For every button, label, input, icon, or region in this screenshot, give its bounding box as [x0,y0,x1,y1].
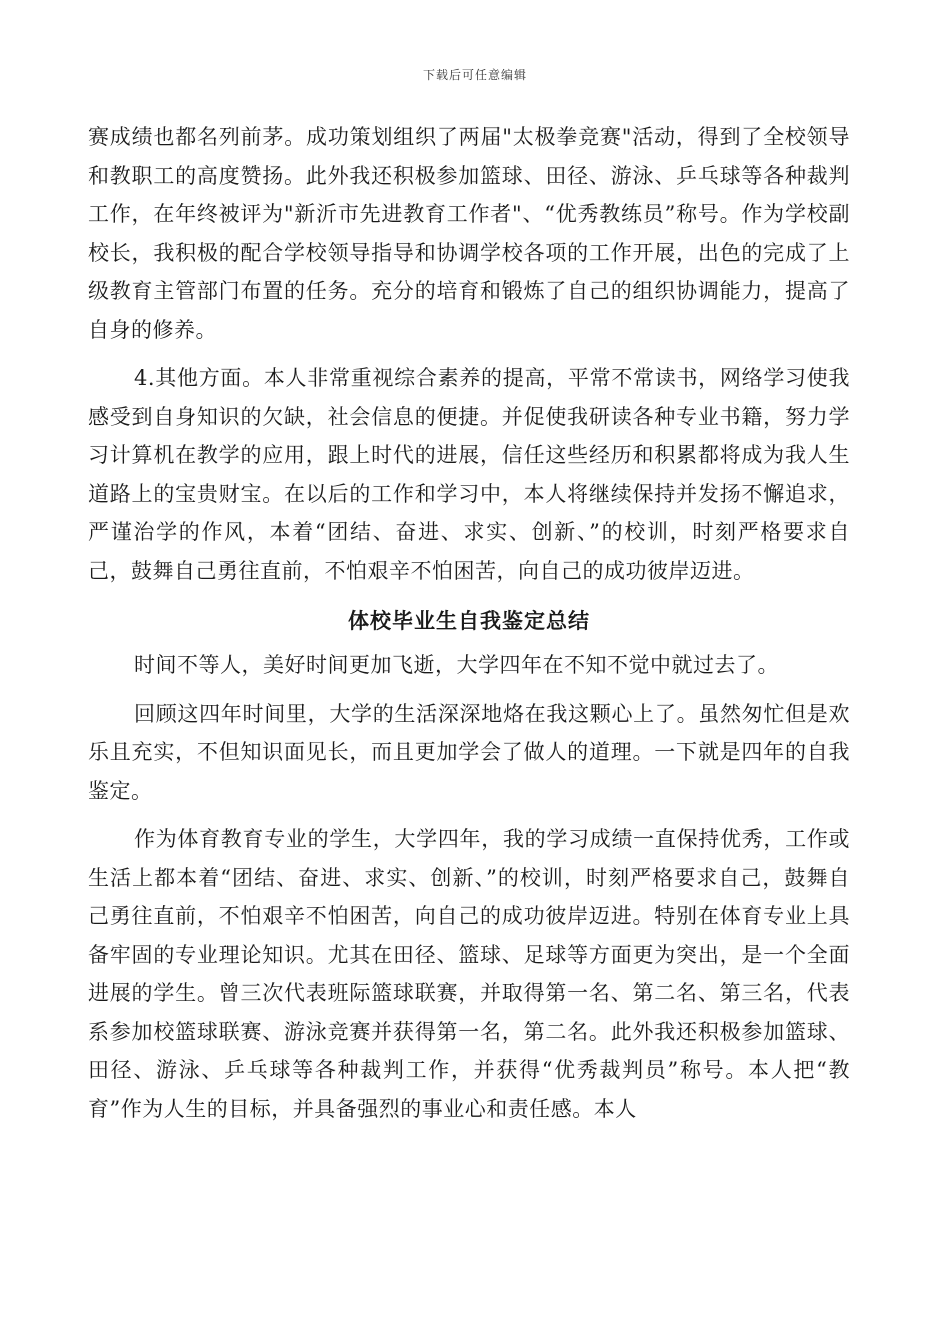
paragraph-time-passes: 时间不等人，美好时间更加飞逝，大学四年在不知不觉中就过去了。 [134,653,779,677]
section-title: 体校毕业生自我鉴定总结 [348,608,590,633]
page-header: 下载后可任意编辑 [422,68,527,82]
paragraph-review: 回顾这四年时间里，大学的生活深深地烙在我这颗心上了。虽然匆忙但是欢乐且充实，不但知识面见长，而且更加学会了做人的道理。一下就是四年的自我鉴定。 [88,701,850,803]
document-body [88,118,850,1128]
paragraph-continued-achievements: 赛成绩也都名列前茅。成功策划组织了两届"太极拳竞赛"活动，得到了全校领导和教职工的高度赞扬。此外我还积极参加篮球、田径、游泳、乒乓球等各种裁判工作，在年终被评为"新沂市先进教育工作者"、“优秀教练员”称号。作为学校副校长，我积极的配合学校领导指导和协调学校各项的工作开展，出色的完成了上级教育主管部门布置的任务。充分的培育和锻炼了自己的组织协调能力，提高了自身的修养。 [88,125,850,342]
paragraph-pe-student: 作为体育教育专业的学生，大学四年，我的学习成绩一直保持优秀，工作或生活上都本着“团结、奋进、求实、创新、”的校训，时刻严格要求自己，鼓舞自己勇往直前，不怕艰辛不怕困苦，向自己的成功彼岸迈进。特别在体育专业上具备牢固的专业理论知识。尤其在田径、篮球、足球等方面更为突出，是一个全面进展的学生。曾三次代表班际篮球联赛，并取得第一名、第二名、第三名，代表系参加校篮球联赛、游泳竞赛并获得第一名，第二名。此外我还积极参加篮球、田径、游泳、乒乓球等各种裁判工作，并获得“优秀裁判员”称号。本人把“教育”作为人生的目标，并具备强烈的事业心和责任感。本人 [88,827,850,1121]
paragraph-other-aspects: 4.其他方面。本人非常重视综合素养的提高，平常不常读书，网络学习使我感受到自身知识的欠缺，社会信息的便捷。并促使我研读各种专业书籍，努力学习计算机在教学的应用，跟上时代的进展，信任这些经历和积累都将成为我人生道路上的宝贵财宝。在以后的工作和学习中，本人将继续保持并发扬不懈追求，严谨治学的作风，本着“团结、奋进、求实、创新、”的校训，时刻严格要求自己，鼓舞自己勇往直前，不怕艰辛不怕困苦，向自己的成功彼岸迈进。 [88,366,850,583]
